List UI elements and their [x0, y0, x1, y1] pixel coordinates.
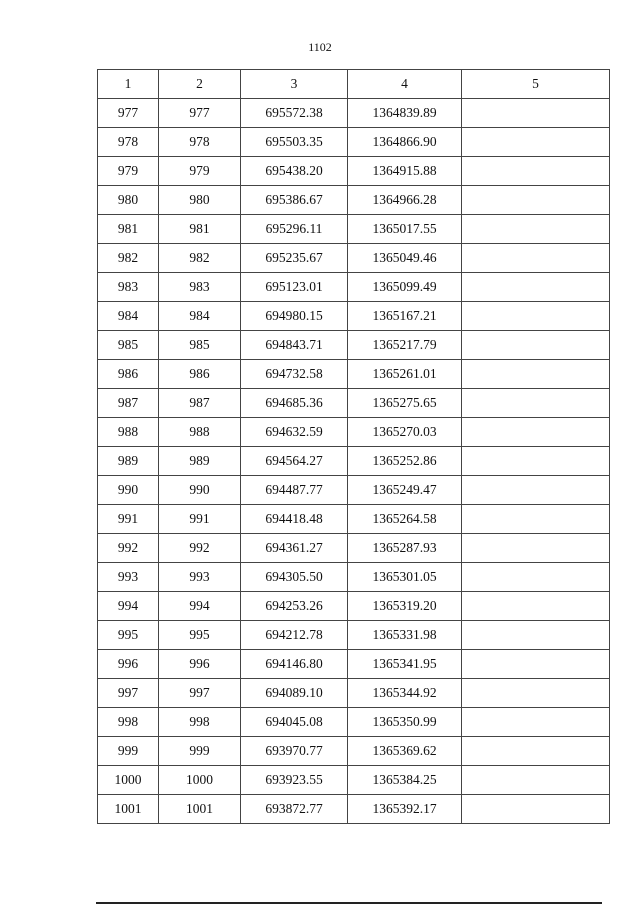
footer-rule: [96, 902, 602, 904]
table-cell-col-3: 695438.20: [241, 157, 348, 186]
table-cell-col-4: 1365392.17: [348, 795, 462, 824]
table-cell-col-3: 694418.48: [241, 505, 348, 534]
table-cell-col-4: 1365287.93: [348, 534, 462, 563]
table-cell-col-1: 985: [98, 331, 159, 360]
table-cell-col-4: 1364839.89: [348, 99, 462, 128]
table-cell-col-3: 694564.27: [241, 447, 348, 476]
table-cell-col-4: 1365384.25: [348, 766, 462, 795]
table-cell-col-2: 999: [159, 737, 241, 766]
table-row: [98, 476, 610, 505]
table-row: [98, 505, 610, 534]
table-cell-col-5: [462, 186, 610, 215]
table-cell-col-2: 1001: [159, 795, 241, 824]
table-cell-col-5: [462, 273, 610, 302]
table-cell-col-5: [462, 331, 610, 360]
table-cell-col-1: 993: [98, 563, 159, 592]
table-cell-col-1: 980: [98, 186, 159, 215]
table-cell-col-4: 1365017.55: [348, 215, 462, 244]
table-row: [98, 708, 610, 737]
table-cell-col-3: 693970.77: [241, 737, 348, 766]
table-cell-col-4: 1365261.01: [348, 360, 462, 389]
table-row: [98, 389, 610, 418]
table-cell-col-2: 977: [159, 99, 241, 128]
table-cell-col-5: [462, 99, 610, 128]
table-cell-col-1: 979: [98, 157, 159, 186]
table-cell-col-5: [462, 766, 610, 795]
table-row: [98, 766, 610, 795]
table-cell-col-3: 695572.38: [241, 99, 348, 128]
table-row: [98, 795, 610, 824]
table-cell-col-5: [462, 476, 610, 505]
table-header: [98, 70, 610, 99]
table-cell-col-3: 695503.35: [241, 128, 348, 157]
table-cell-col-1: 1001: [98, 795, 159, 824]
column-header-4: 4: [348, 70, 462, 99]
table-cell-col-5: [462, 418, 610, 447]
table-row: [98, 331, 610, 360]
table-row: [98, 273, 610, 302]
table-cell-col-4: 1365301.05: [348, 563, 462, 592]
table-cell-col-3: 695123.01: [241, 273, 348, 302]
table-cell-col-2: 987: [159, 389, 241, 418]
column-header-5: 5: [462, 70, 610, 99]
table-cell-col-2: 979: [159, 157, 241, 186]
table-cell-col-3: 694045.08: [241, 708, 348, 737]
table-cell-col-2: 986: [159, 360, 241, 389]
table-cell-col-3: 695386.67: [241, 186, 348, 215]
table-row: [98, 621, 610, 650]
table-row: [98, 679, 610, 708]
table-cell-col-2: 997: [159, 679, 241, 708]
table-cell-col-1: 982: [98, 244, 159, 273]
table-row: [98, 650, 610, 679]
table-cell-col-5: [462, 534, 610, 563]
table-cell-col-3: 694253.26: [241, 592, 348, 621]
table-cell-col-3: 694732.58: [241, 360, 348, 389]
table-cell-col-1: 989: [98, 447, 159, 476]
table-cell-col-5: [462, 708, 610, 737]
table-row: [98, 215, 610, 244]
table-cell-col-4: 1365099.49: [348, 273, 462, 302]
table-cell-col-4: 1365331.98: [348, 621, 462, 650]
table-row: [98, 418, 610, 447]
table-cell-col-2: 1000: [159, 766, 241, 795]
table-row: [98, 128, 610, 157]
table-cell-col-4: 1365275.65: [348, 389, 462, 418]
table-cell-col-1: 977: [98, 99, 159, 128]
table-cell-col-5: [462, 679, 610, 708]
table-cell-col-4: 1365350.99: [348, 708, 462, 737]
table-cell-col-3: 694089.10: [241, 679, 348, 708]
table-cell-col-3: 693923.55: [241, 766, 348, 795]
table-cell-col-2: 991: [159, 505, 241, 534]
table-row: [98, 244, 610, 273]
table-cell-col-1: 984: [98, 302, 159, 331]
table-cell-col-1: 1000: [98, 766, 159, 795]
header-row: [98, 70, 610, 99]
table-cell-col-3: 694685.36: [241, 389, 348, 418]
coordinates-table: [97, 69, 610, 824]
table-cell-col-3: 694212.78: [241, 621, 348, 650]
table-cell-col-5: [462, 621, 610, 650]
table-cell-col-5: [462, 360, 610, 389]
table-cell-col-5: [462, 795, 610, 824]
table-cell-col-3: 694146.80: [241, 650, 348, 679]
table-cell-col-4: 1365341.95: [348, 650, 462, 679]
table-cell-col-4: 1365217.79: [348, 331, 462, 360]
table-cell-col-4: 1365270.03: [348, 418, 462, 447]
table-cell-col-1: 988: [98, 418, 159, 447]
table-cell-col-2: 983: [159, 273, 241, 302]
table-row: [98, 737, 610, 766]
table-cell-col-2: 992: [159, 534, 241, 563]
table-cell-col-2: 988: [159, 418, 241, 447]
table-cell-col-5: [462, 244, 610, 273]
table-cell-col-3: 694980.15: [241, 302, 348, 331]
table-cell-col-2: 981: [159, 215, 241, 244]
table-cell-col-4: 1365249.47: [348, 476, 462, 505]
column-header-2: 2: [159, 70, 241, 99]
table-cell-col-1: 981: [98, 215, 159, 244]
table-cell-col-1: 996: [98, 650, 159, 679]
table-row: [98, 157, 610, 186]
table-cell-col-3: 694305.50: [241, 563, 348, 592]
table-cell-col-4: 1365369.62: [348, 737, 462, 766]
table-cell-col-1: 983: [98, 273, 159, 302]
table-cell-col-5: [462, 650, 610, 679]
table-cell-col-3: 695296.11: [241, 215, 348, 244]
table-cell-col-4: 1364866.90: [348, 128, 462, 157]
table-cell-col-2: 982: [159, 244, 241, 273]
table-cell-col-1: 990: [98, 476, 159, 505]
table-cell-col-4: 1365264.58: [348, 505, 462, 534]
table-cell-col-4: 1365319.20: [348, 592, 462, 621]
table-cell-col-4: 1364915.88: [348, 157, 462, 186]
table-cell-col-5: [462, 592, 610, 621]
table-cell-col-5: [462, 505, 610, 534]
table-cell-col-3: 695235.67: [241, 244, 348, 273]
table-cell-col-2: 978: [159, 128, 241, 157]
table-cell-col-5: [462, 157, 610, 186]
table-cell-col-4: 1364966.28: [348, 186, 462, 215]
table-cell-col-2: 985: [159, 331, 241, 360]
table-cell-col-3: 693872.77: [241, 795, 348, 824]
table-cell-col-5: [462, 302, 610, 331]
column-header-1: 1: [98, 70, 159, 99]
table-cell-col-2: 995: [159, 621, 241, 650]
table-cell-col-3: 694487.77: [241, 476, 348, 505]
table-body: [98, 99, 610, 824]
table-cell-col-3: 694632.59: [241, 418, 348, 447]
table-cell-col-1: 995: [98, 621, 159, 650]
table-cell-col-1: 992: [98, 534, 159, 563]
table-cell-col-2: 990: [159, 476, 241, 505]
table-cell-col-5: [462, 447, 610, 476]
table-cell-col-1: 986: [98, 360, 159, 389]
table-cell-col-2: 996: [159, 650, 241, 679]
table-cell-col-2: 980: [159, 186, 241, 215]
table-row: [98, 592, 610, 621]
column-header-3: 3: [241, 70, 348, 99]
table-cell-col-3: 694843.71: [241, 331, 348, 360]
table-cell-col-1: 978: [98, 128, 159, 157]
table-cell-col-5: [462, 563, 610, 592]
table-row: [98, 360, 610, 389]
table-row: [98, 186, 610, 215]
table-cell-col-1: 999: [98, 737, 159, 766]
table-cell-col-1: 994: [98, 592, 159, 621]
table-row: [98, 302, 610, 331]
table-cell-col-2: 989: [159, 447, 241, 476]
table-cell-col-1: 987: [98, 389, 159, 418]
table-cell-col-5: [462, 128, 610, 157]
table-row: [98, 99, 610, 128]
table-cell-col-2: 993: [159, 563, 241, 592]
table-cell-col-4: 1365167.21: [348, 302, 462, 331]
table-row: [98, 534, 610, 563]
table-cell-col-5: [462, 215, 610, 244]
table-cell-col-4: 1365252.86: [348, 447, 462, 476]
table-cell-col-1: 998: [98, 708, 159, 737]
table-cell-col-1: 991: [98, 505, 159, 534]
table-row: [98, 447, 610, 476]
table-cell-col-2: 994: [159, 592, 241, 621]
table-cell-col-4: 1365049.46: [348, 244, 462, 273]
table-cell-col-1: 997: [98, 679, 159, 708]
table-row: [98, 563, 610, 592]
table-cell-col-2: 984: [159, 302, 241, 331]
table-cell-col-5: [462, 737, 610, 766]
table-cell-col-3: 694361.27: [241, 534, 348, 563]
table-cell-col-4: 1365344.92: [348, 679, 462, 708]
table-cell-col-2: 998: [159, 708, 241, 737]
table-cell-col-5: [462, 389, 610, 418]
page-number: 1102: [308, 40, 332, 54]
